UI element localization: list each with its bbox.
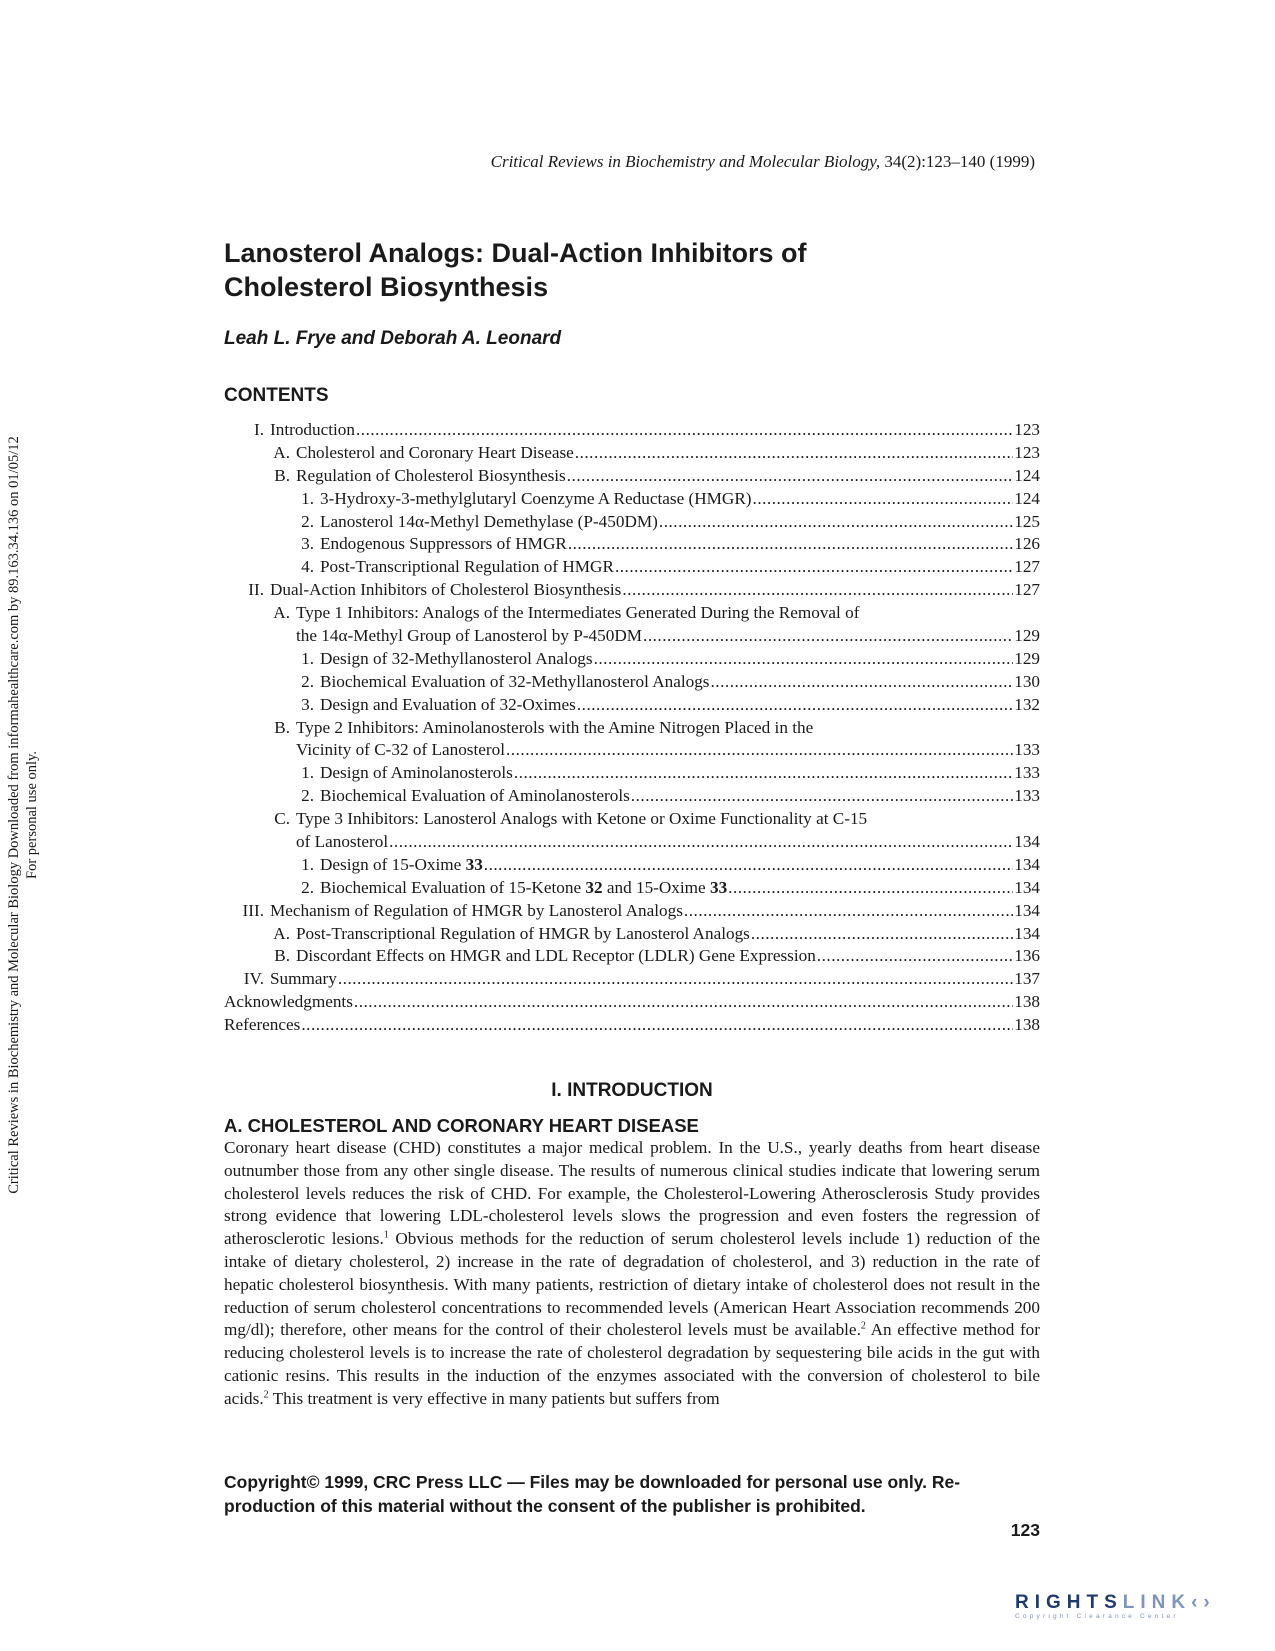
toc-page-number: 134 — [1014, 832, 1040, 852]
toc-leader-dots — [631, 786, 1013, 806]
toc-entry-number: 3. — [301, 534, 314, 554]
toc-leader-dots — [514, 763, 1013, 783]
toc-leader-dots — [594, 649, 1014, 669]
toc-entry[interactable] — [224, 603, 1040, 626]
copyright-line-1: Copyright© 1999, CRC Press LLC — Files may be downloaded for personal use only. Re- — [224, 1472, 961, 1492]
toc-leader-dots — [389, 832, 1013, 852]
reference-marker[interactable]: 2 — [860, 1320, 866, 1332]
toc-page-number: 130 — [1014, 671, 1040, 691]
toc-page-number: 124 — [1014, 488, 1040, 508]
toc-entry-title: Summary — [270, 969, 337, 989]
toc-leader-dots — [711, 672, 1014, 692]
toc-page-number: 125 — [1014, 511, 1040, 531]
toc-entry-title: Design of Aminolanosterols — [320, 763, 513, 783]
toc-entry-title: Design and Evaluation of 32-Oximes — [320, 694, 576, 714]
toc-entry-number: 1. — [301, 854, 314, 874]
toc-entry-number: 2. — [301, 671, 314, 691]
toc-entry-title: Cholesterol and Coronary Heart Disease — [296, 442, 574, 462]
toc-leader-dots — [568, 534, 1013, 554]
logo-tagline: Copyright Clearance Center — [1015, 1613, 1179, 1620]
journal-citation: 34(2):123–140 (1999) — [880, 152, 1035, 171]
toc-leader-dots — [684, 901, 1013, 921]
journal-header — [491, 152, 1035, 172]
toc-entry-title: 3-Hydroxy-3-methylglutaryl Coenzyme A Reductase (HMGR) — [320, 488, 752, 508]
toc-page-number: 134 — [1014, 923, 1040, 943]
toc-entry-title: Discordant Effects on HMGR and LDL Receptor (LDLR) Gene Expression — [296, 946, 816, 966]
toc-entry[interactable] — [224, 901, 1040, 924]
toc-entry-title: Design of 32-Methyllanosterol Analogs — [320, 648, 593, 668]
toc-entry-title: Post-Transcriptional Regulation of HMGR by Lanosterol Analogs — [296, 923, 750, 943]
toc-entry[interactable] — [224, 443, 1040, 466]
download-watermark — [0, 0, 60, 1651]
toc-entry-number: 4. — [301, 557, 314, 577]
body-text-4: This treatment is very effective in many patients but suffers from — [268, 1388, 720, 1408]
toc-entry-title: References — [224, 1015, 301, 1035]
authors: Leah L. Frye and Deborah A. Leonard — [224, 328, 562, 349]
toc-entry[interactable] — [224, 740, 1040, 763]
table-of-contents — [224, 420, 1040, 1038]
toc-entry[interactable] — [224, 580, 1040, 603]
toc-leader-dots — [622, 580, 1013, 600]
toc-entry-number: A. — [273, 603, 290, 623]
toc-page-number: 126 — [1014, 534, 1040, 554]
toc-leader-dots — [301, 1015, 1013, 1035]
toc-entry[interactable] — [224, 672, 1040, 695]
toc-entry-number: A. — [273, 442, 290, 462]
title-line-2: Cholesterol Biosynthesis — [224, 272, 549, 302]
reference-marker[interactable]: 2 — [263, 1389, 269, 1401]
toc-entry[interactable] — [224, 626, 1040, 649]
toc-page-number: 136 — [1014, 946, 1040, 966]
toc-leader-dots — [484, 855, 1013, 875]
toc-entry[interactable] — [224, 420, 1040, 443]
toc-leader-dots — [506, 740, 1013, 760]
toc-entry[interactable] — [224, 809, 1040, 832]
toc-leader-dots — [354, 992, 1013, 1012]
toc-entry-number: 2. — [301, 511, 314, 531]
toc-entry[interactable] — [224, 512, 1040, 535]
body-paragraph — [224, 1137, 1040, 1411]
toc-page-number: 129 — [1014, 648, 1040, 668]
toc-entry-title: Dual-Action Inhibitors of Cholesterol Biosynthesis — [270, 580, 622, 600]
toc-entry-title: Acknowledgments — [224, 992, 353, 1012]
toc-entry-number: B. — [274, 465, 290, 485]
toc-page-number: 133 — [1014, 763, 1040, 783]
toc-entry-title: Type 2 Inhibitors: Aminolanosterols with the Amine Nitrogen Placed in the — [296, 717, 814, 737]
toc-entry-number: 1. — [301, 763, 314, 783]
toc-entry-title: Mechanism of Regulation of HMGR by Lanosterol Analogs — [270, 900, 683, 920]
toc-page-number: 134 — [1014, 854, 1040, 874]
body-text-3: An effective method for reducing cholesterol levels is to increase the rate of cholesterol degradation by sequestering bile acids in the gut with cationic resins. This results in the induction of the enzymes associated with the conversion of cholesterol to bile acids. — [224, 1320, 1041, 1408]
toc-entry-title: the 14α-Methyl Group of Lanosterol by P-450DM — [296, 626, 643, 646]
toc-entry[interactable] — [224, 878, 1040, 901]
logo-word-light: LINK — [1122, 1592, 1192, 1613]
toc-entry[interactable] — [224, 924, 1040, 947]
article-title — [224, 236, 1044, 304]
toc-entry-number: C. — [274, 809, 290, 829]
toc-leader-dots — [751, 924, 1013, 944]
body-text-1: Coronary heart disease (CHD) constitutes a major medical problem. In the U.S., yearly deaths from heart disease outnumber those from any other single disease. The results of numerous clinical studies indicate that lowering serum cholesterol levels reduces the risk of CHD. For example, the Cholesterol-Lowering Atherosclerosis Study provides strong evidence that lowering LDL-cholesterol levels slows the progression and even fosters the regression of atherosclerotic lesions. — [224, 1138, 1040, 1249]
toc-entry-number: IV. — [243, 969, 264, 989]
toc-entry[interactable] — [224, 946, 1040, 969]
toc-entry-title: Biochemical Evaluation of 32-Methyllanosterol Analogs — [320, 671, 710, 691]
toc-entry[interactable] — [224, 763, 1040, 786]
toc-entry[interactable] — [224, 695, 1040, 718]
toc-page-number: 129 — [1014, 626, 1040, 646]
toc-leader-dots — [817, 946, 1013, 966]
toc-entry-title: Regulation of Cholesterol Biosynthesis — [296, 465, 566, 485]
toc-entry[interactable] — [224, 649, 1040, 672]
toc-page-number: 137 — [1014, 969, 1040, 989]
toc-page-number: 138 — [1014, 1015, 1040, 1035]
reference-marker[interactable]: 1 — [383, 1229, 389, 1241]
journal-name: Critical Reviews in Biochemistry and Molecular Biology, — [490, 152, 881, 171]
toc-entry-title: Vicinity of C-32 of Lanosterol — [296, 740, 505, 760]
section-heading: I. INTRODUCTION — [551, 1080, 713, 1101]
toc-entry-title: Biochemical Evaluation of Aminolanosterols — [320, 786, 630, 806]
toc-page-number: 123 — [1014, 442, 1040, 462]
toc-entry-number: III. — [242, 900, 264, 920]
toc-entry-title: Endogenous Suppressors of HMGR — [320, 534, 567, 554]
toc-entry[interactable] — [224, 534, 1040, 557]
toc-page-number: 123 — [1014, 420, 1040, 439]
toc-leader-dots — [659, 512, 1013, 532]
toc-page-number: 132 — [1014, 694, 1040, 714]
toc-entry-number: B. — [274, 946, 290, 966]
toc-entry-title: Introduction — [270, 420, 355, 439]
logo-arrow-icon: ‹› — [1191, 1592, 1216, 1613]
toc-entry-title: Post-Transcriptional Regulation of HMGR — [320, 557, 614, 577]
toc-page-number: 133 — [1014, 740, 1040, 760]
toc-entry[interactable] — [224, 992, 1040, 1015]
toc-entry-number: B. — [274, 717, 290, 737]
toc-leader-dots — [338, 969, 1013, 989]
toc-entry[interactable] — [224, 969, 1040, 992]
toc-entry-number: 1. — [301, 648, 314, 668]
toc-leader-dots — [615, 557, 1013, 577]
toc-entry[interactable] — [224, 489, 1040, 512]
rightslink-logo[interactable] — [1015, 1593, 1250, 1627]
toc-entry-title: Type 3 Inhibitors: Lanosterol Analogs with Ketone or Oxime Functionality at C-15 — [296, 809, 868, 829]
toc-leader-dots — [643, 626, 1013, 646]
toc-leader-dots — [753, 489, 1014, 509]
subsection-heading: A. CHOLESTEROL AND CORONARY HEART DISEASE — [224, 1115, 699, 1136]
toc-page-number: 127 — [1014, 557, 1040, 577]
toc-entry-number: A. — [273, 923, 290, 943]
toc-entry[interactable] — [224, 557, 1040, 580]
toc-entry[interactable] — [224, 832, 1040, 855]
toc-leader-dots — [577, 695, 1013, 715]
toc-entry[interactable] — [224, 855, 1040, 878]
logo-word-dark: RIGHTS — [1015, 1592, 1123, 1613]
toc-leader-dots — [728, 878, 1013, 898]
toc-entry-title: of Lanosterol — [296, 832, 389, 852]
toc-leader-dots — [567, 466, 1013, 486]
watermark-line-2: For personal use only. — [24, 751, 40, 879]
toc-entry-title: Lanosterol 14α-Methyl Demethylase (P-450DM) — [320, 511, 658, 531]
toc-entry-number: II. — [248, 580, 264, 600]
copyright-line-2: production of this material without the consent of the publisher is prohibited. — [224, 1496, 866, 1516]
toc-entry-title: Type 1 Inhibitors: Analogs of the Intermediates Generated During the Removal of — [296, 603, 860, 623]
toc-entry-number: 3. — [301, 694, 314, 714]
toc-entry-number: 2. — [301, 877, 314, 897]
toc-page-number: 127 — [1014, 580, 1040, 600]
title-line-1: Lanosterol Analogs: Dual-Action Inhibitors of — [224, 238, 807, 268]
toc-entry[interactable] — [224, 466, 1040, 489]
body-text-2: Obvious methods for the reduction of serum cholesterol levels include 1) reduction of the intake of dietary cholesterol, 2) increase in the rate of degradation of cholesterol, and 3) reduction in the rate of hepatic cholesterol biosynthesis. With many patients, restriction of dietary intake of cholesterol does not result in the reduction of serum cholesterol concentrations to recommended levels (American Heart Association recommends 200 mg/dl); therefore, other means for the control of their cholesterol levels must be available. — [224, 1229, 1040, 1340]
toc-leader-dots — [575, 443, 1013, 463]
copyright-notice — [224, 1470, 1040, 1518]
toc-page-number: 138 — [1014, 992, 1040, 1012]
toc-entry[interactable] — [224, 786, 1040, 809]
toc-page-number: 133 — [1014, 786, 1040, 806]
toc-entry[interactable] — [224, 718, 1040, 741]
watermark-line-1: Critical Reviews in Biochemistry and Molecular Biology Downloaded from informahealthcare.com by 89.163.34.136 on 01/05/12 — [6, 436, 22, 1194]
toc-page-number: 134 — [1014, 877, 1040, 897]
toc-entry-number: 1. — [301, 488, 314, 508]
toc-page-number: 124 — [1014, 465, 1040, 485]
toc-entry[interactable] — [224, 1015, 1040, 1038]
toc-entry-title: Biochemical Evaluation of 15-Ketone 32 and 15-Oxime 33 — [320, 877, 728, 897]
toc-leader-dots — [356, 420, 1013, 440]
page-number: 123 — [1010, 1520, 1040, 1540]
toc-entry-number: 2. — [301, 786, 314, 806]
toc-page-number: 134 — [1014, 900, 1040, 920]
toc-entry-number: I. — [253, 420, 264, 439]
contents-heading: CONTENTS — [224, 385, 329, 406]
toc-entry-title: Design of 15-Oxime 33 — [320, 854, 483, 874]
